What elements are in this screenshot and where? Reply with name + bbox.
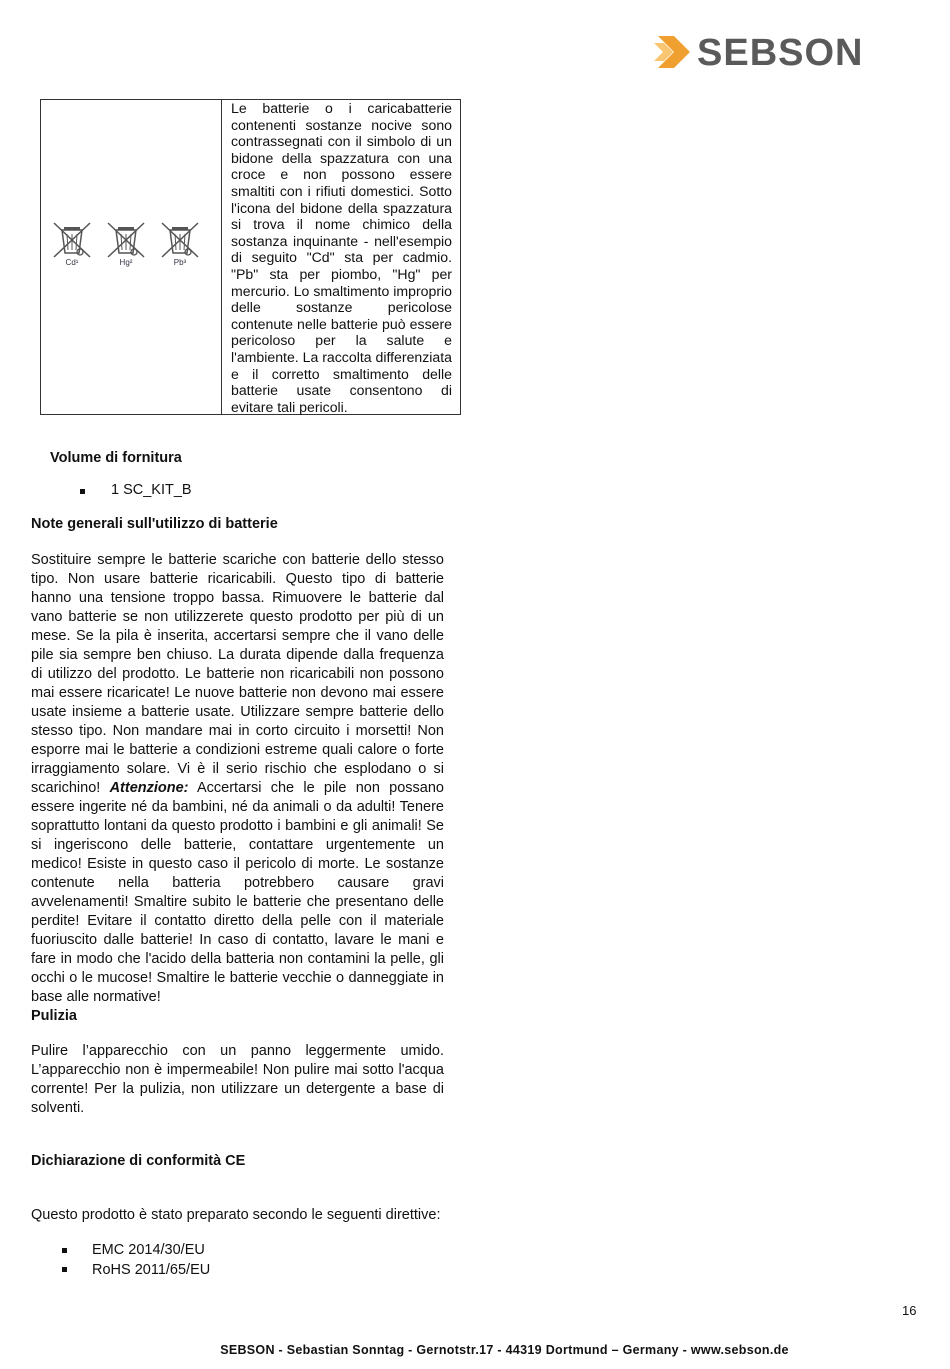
crossed-bin-icon xyxy=(158,221,202,271)
supply-heading: Volume di fornitura xyxy=(50,450,182,466)
bullet-marker xyxy=(62,1267,67,1272)
bin-label: Cd¹ xyxy=(65,258,79,267)
battery-notes-heading: Note generali sull'utilizzo di batterie xyxy=(31,516,278,532)
battery-notes-text-after: Accertarsi che le pile non possano essere ingerite né da bambini, né da animali o da adulti! Tenere soprattutto lontani da questo prodotto i bambini e gli animali! Se si ingeriscono delle batterie, contattare urgentemente un medico! Esiste in questo caso il pericolo di morte. Le sostanze contenute nella batteria potrebbero causare gravi avvelenamenti! Smaltire subito le batterie che presentano delle perdite! Evitare il contatto diretto della pelle con il materiale fuoriuscito dalle batterie! In caso di contatto, lavare le mani e fare in modo che l'acido della batteria non contamini la pelle, gli occhi o le mucose! Smaltire le batterie vecchie o danneggiate in base alle normative! xyxy=(31,780,444,1005)
conformity-item: EMC 2014/30/EU xyxy=(92,1242,205,1258)
bin-label: Pb³ xyxy=(173,258,187,267)
crossed-bin-icon xyxy=(50,221,94,271)
conformity-heading: Dichiarazione di conformità CE xyxy=(31,1153,246,1169)
battery-notes-text xyxy=(31,551,444,1007)
bullet-marker xyxy=(80,489,85,494)
bullet-marker xyxy=(62,1248,67,1253)
conformity-intro: Questo prodotto è stato preparato secondo le seguenti direttive: xyxy=(31,1207,441,1223)
sebson-logo xyxy=(652,34,862,74)
crossed-bin-icon xyxy=(104,221,148,271)
battery-notes-text-before: Sostituire sempre le batterie scariche con batterie dello stesso tipo. Non usare batterie ricaricabili. Questo tipo di batterie hanno una tensione troppo bassa. Rimuovere le batterie dal vano batterie se non utilizzerete questo prodotto per più di un mese. Se la pila è inserita, accertarsi sempre che il vano delle pile sia sempre ben chiuso. La durata dipende dalla frequenza di utilizzo del prodotto. Le batterie non ricaricabili non possono mai essere ricaricate! Le nuove batterie non devono mai essere usate insieme a batterie usate. Utilizzare sempre batterie dello stesso tipo. Non mandare mai in corto circuito i morsetti! Non esporre mai le batterie a condizioni estreme quali calore o forte irraggiamento solare. Vi è il serio rischio che esplodano o si scarichino! xyxy=(31,552,444,796)
logo-arrow-icon xyxy=(652,34,692,70)
conformity-item: RoHS 2011/65/EU xyxy=(92,1262,211,1278)
table-divider xyxy=(221,100,222,414)
bin-icons xyxy=(50,221,205,271)
cleaning-text: Pulire l’apparecchio con un panno leggermente umido. L’apparecchio non è impermeabile! Non pulire mai sotto l'acqua corrente! Per la pulizia, non utilizzare un detergente a base di solventi. xyxy=(31,1043,444,1116)
logo-text: SEBSON xyxy=(697,32,864,74)
attention-emphasis: Attenzione: xyxy=(109,780,189,796)
page-number: 16 xyxy=(902,1303,917,1318)
page-footer: SEBSON - Sebastian Sonntag - Gernotstr.17 - 44319 Dortmund – Germany - www.sebson.de xyxy=(220,1343,789,1357)
supply-item: 1 SC_KIT_B xyxy=(111,482,192,498)
battery-disposal-text: Le batterie o i caricabatterie contenenti sostanze nocive sono contrassegnati con il simbolo di un bidone della spazzatura con una croce e non possono essere smaltiti con i rifiuti domestici. Sotto l'icona del bidone della spazzatura si trova il nome chimico della sostanza inquinante - nell'esempio di seguito "Cd" sta per cadmio. "Pb" sta per piombo, "Hg" per mercurio. Lo smaltimento improprio delle sostanze pericolose contenute nelle batterie può essere pericoloso per la salute e l'ambiente. La raccolta differenziata e il corretto smaltimento delle batterie usate consentono di evitare tali pericoli. xyxy=(231,100,453,415)
battery-disposal-table xyxy=(40,99,461,415)
cleaning-heading: Pulizia xyxy=(31,1008,77,1024)
bin-label: Hg² xyxy=(119,258,133,267)
